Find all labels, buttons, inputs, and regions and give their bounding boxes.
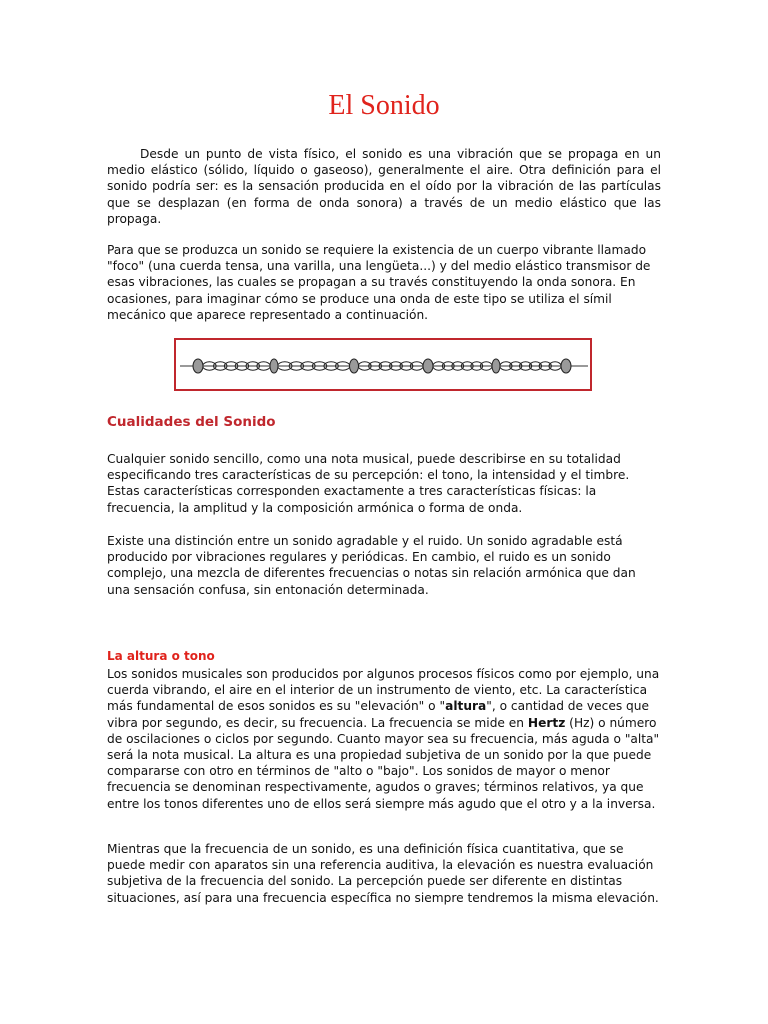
cualidades-paragraph-2: Existe una distinción entre un sonido agradable y el ruido. Un sonido agradable está producido por vibraciones regulares y periódicas. En cambio, el ruido es un sonido complejo, una mezcla de diferentes frecuencias o notas sin relación armónica que dan una sensación confusa, sin entonación determinada.: [107, 534, 636, 597]
intro-paragraph-1: Desde un punto de vista físico, el sonido es una vibración que se propaga en un medio elástico (sólido, líquido o gaseoso), generalmente el aire. Otra definición para el sonido podría ser: es la sensación producida en el oído por la vibración de las partículas que se desplazan (en forma de onda sonora) a través de un medio elástico que las propaga.: [107, 147, 661, 226]
intro-paragraph-2: Para que se produzca un sonido se requiere la existencia de un cuerpo vibrante llamado "foco" (una cuerda tensa, una varilla, una lengüeta...) y del medio elástico transmisor de esas vibraciones, las cuales se propagan a su través constituyendo la onda sonora. En ocasiones, para imaginar cómo se produce una onda de este tipo se utiliza el símil mecánico que aparece representado a continuación.: [107, 243, 651, 322]
spring-mass: [350, 359, 359, 373]
spring-mass: [270, 359, 278, 373]
hertz-bold-term: Hertz: [527, 715, 566, 730]
section-heading-cualidades: Cualidades del Sonido: [107, 414, 276, 430]
spring-mass: [193, 359, 203, 373]
altura-bold-term: altura: [445, 699, 487, 714]
altura-text-part-1: Los sonidos musicales son producidos por algunos procesos físicos como por ejemplo, una cuerda vibrando, el aire en el interior de un instrumento de viento, etc. La característica más fundamental de esos sonidos es su "elevación" o ": [107, 667, 660, 714]
spring-mass: [561, 359, 571, 373]
subheading-altura: La altura o tono: [107, 649, 215, 663]
altura-paragraph-2: Mientras que la frecuencia de un sonido, es una definición física cuantitativa, que se puede medir con aparatos sin una referencia auditiva, la elevación es nuestra evaluación subjetiva de la frecuencia del sonido. La percepción puede ser diferente en distintas situaciones, así para una frecuencia específica no siempre tendremos la misma elevación.: [107, 842, 659, 905]
spring-mass: [492, 359, 500, 373]
cualidades-paragraph-1: Cualquier sonido sencillo, como una nota musical, puede describirse en su totalidad especificando tres características de su percepción: el tono, la intensidad y el timbre. Estas características corresponden exactamente a tres características físicas: la frecuencia, la amplitud y la composición armónica o forma de onda.: [107, 452, 630, 515]
altura-text-part-2: ", o cantidad de veces que vibra por segundo, es decir, su frecuencia. La frecuencia se mide en: [107, 699, 650, 730]
spring-wave-illustration: [174, 338, 592, 391]
spring-mass: [423, 359, 433, 373]
spring-wave-graphic: [176, 340, 590, 389]
altura-text-part-3: (Hz) o número de oscilaciones o ciclos por segundo. Cuanto mayor sea su frecuencia, más aguda o "alta" será la nota musical. La altura es una propiedad subjetiva de un sonido por la que puede compararse con otro en términos de "alto o "bajo". Los sonidos de mayor o menor frecuencia se denominan respectivamente, agudos o graves; términos relativos, ya que entre los tonos diferentes uno de ellos será siempre más agudo que el otro y a la inversa.: [107, 715, 660, 811]
page-title: El Sonido: [328, 90, 440, 121]
altura-paragraph-1: [107, 666, 661, 812]
